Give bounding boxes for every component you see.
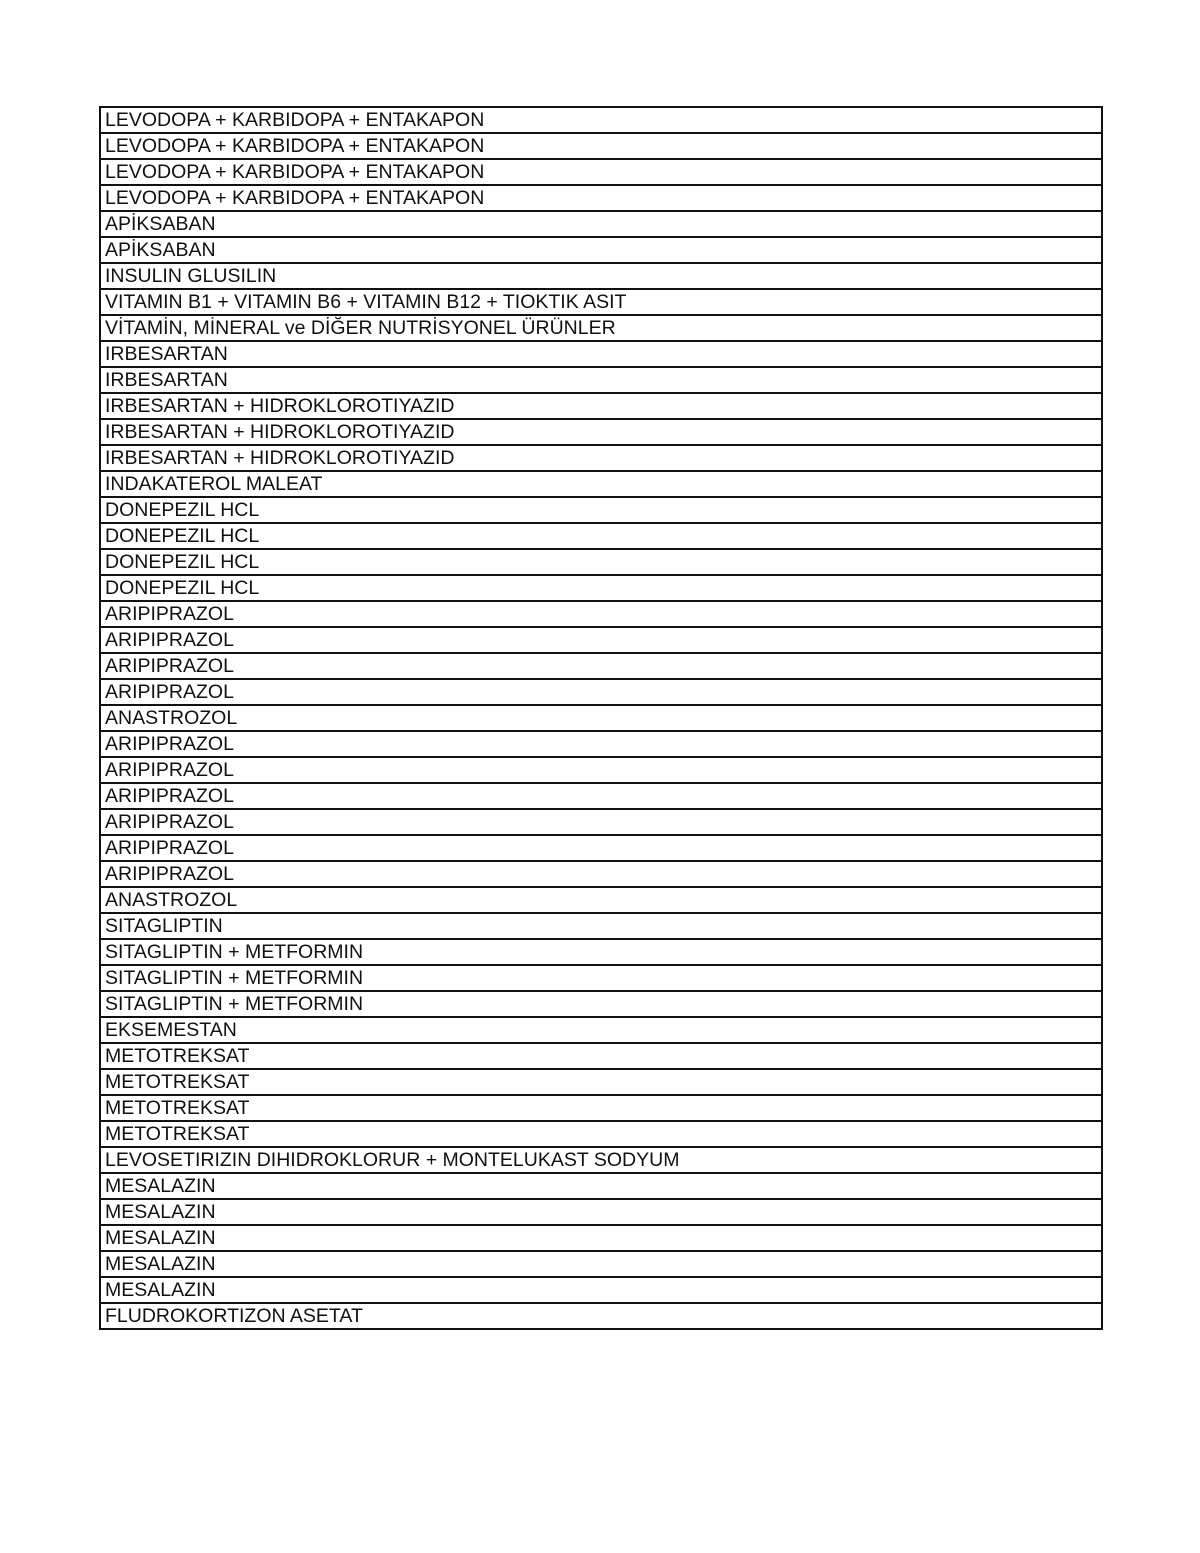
- drug-name-cell: INSULIN GLUSILIN: [100, 263, 1102, 289]
- table-row: [100, 289, 1102, 315]
- drug-name-cell: ARIPIPRAZOL: [100, 601, 1102, 627]
- table-row: [100, 315, 1102, 341]
- table-row: [100, 1277, 1102, 1303]
- drug-name-cell: ARIPIPRAZOL: [100, 679, 1102, 705]
- table-row: [100, 497, 1102, 523]
- table-row: [100, 861, 1102, 887]
- table-row: [100, 1303, 1102, 1329]
- drug-name-cell: ARIPIPRAZOL: [100, 861, 1102, 887]
- table-row: [100, 159, 1102, 185]
- table-row: [100, 809, 1102, 835]
- drug-name-cell: LEVODOPA + KARBIDOPA + ENTAKAPON: [100, 185, 1102, 211]
- table-row: [100, 211, 1102, 237]
- drug-name-cell: EKSEMESTAN: [100, 1017, 1102, 1043]
- table-row: [100, 835, 1102, 861]
- table-row: [100, 263, 1102, 289]
- table-row: [100, 757, 1102, 783]
- table-row: [100, 107, 1102, 133]
- table-row: [100, 731, 1102, 757]
- drug-name-cell: MESALAZIN: [100, 1277, 1102, 1303]
- table-row: [100, 523, 1102, 549]
- table-row: [100, 783, 1102, 809]
- table-row: [100, 1225, 1102, 1251]
- drug-name-cell: MESALAZIN: [100, 1225, 1102, 1251]
- drug-name-cell: METOTREKSAT: [100, 1095, 1102, 1121]
- drug-name-cell: METOTREKSAT: [100, 1121, 1102, 1147]
- table-row: [100, 653, 1102, 679]
- drug-name-cell: METOTREKSAT: [100, 1043, 1102, 1069]
- table-row: [100, 965, 1102, 991]
- table-row: [100, 471, 1102, 497]
- drug-name-cell: ARIPIPRAZOL: [100, 757, 1102, 783]
- table-row: [100, 1069, 1102, 1095]
- drug-name-cell: ANASTROZOL: [100, 887, 1102, 913]
- table-row: [100, 185, 1102, 211]
- drug-name-cell: INDAKATEROL MALEAT: [100, 471, 1102, 497]
- drug-name-cell: ARIPIPRAZOL: [100, 835, 1102, 861]
- drug-name-cell: ARIPIPRAZOL: [100, 653, 1102, 679]
- drug-name-cell: SITAGLIPTIN + METFORMIN: [100, 939, 1102, 965]
- table-row: [100, 341, 1102, 367]
- table-row: [100, 1147, 1102, 1173]
- drug-name-cell: ARIPIPRAZOL: [100, 783, 1102, 809]
- drug-name-cell: IRBESARTAN + HIDROKLOROTIYAZID: [100, 419, 1102, 445]
- drug-name-cell: LEVODOPA + KARBIDOPA + ENTAKAPON: [100, 133, 1102, 159]
- drug-name-cell: MESALAZIN: [100, 1173, 1102, 1199]
- drug-table: [99, 106, 1103, 1330]
- table-row: [100, 1251, 1102, 1277]
- drug-name-cell: MESALAZIN: [100, 1199, 1102, 1225]
- drug-name-cell: METOTREKSAT: [100, 1069, 1102, 1095]
- table-row: [100, 913, 1102, 939]
- table-row: [100, 601, 1102, 627]
- drug-name-cell: DONEPEZIL HCL: [100, 549, 1102, 575]
- table-row: [100, 887, 1102, 913]
- table-row: [100, 549, 1102, 575]
- table-row: [100, 237, 1102, 263]
- table-row: [100, 1017, 1102, 1043]
- drug-name-cell: SITAGLIPTIN + METFORMIN: [100, 991, 1102, 1017]
- table-row: [100, 393, 1102, 419]
- drug-table-body: [100, 107, 1102, 1329]
- drug-name-cell: DONEPEZIL HCL: [100, 575, 1102, 601]
- drug-name-cell: VITAMIN B1 + VITAMIN B6 + VITAMIN B12 + TIOKTIK ASIT: [100, 289, 1102, 315]
- drug-name-cell: IRBESARTAN + HIDROKLOROTIYAZID: [100, 393, 1102, 419]
- drug-name-cell: FLUDROKORTIZON ASETAT: [100, 1303, 1102, 1329]
- table-row: [100, 575, 1102, 601]
- drug-name-cell: DONEPEZIL HCL: [100, 523, 1102, 549]
- table-row: [100, 1043, 1102, 1069]
- drug-name-cell: LEVOSETIRIZIN DIHIDROKLORUR + MONTELUKAST SODYUM: [100, 1147, 1102, 1173]
- drug-name-cell: ARIPIPRAZOL: [100, 627, 1102, 653]
- table-row: [100, 679, 1102, 705]
- table-row: [100, 1199, 1102, 1225]
- table-row: [100, 419, 1102, 445]
- drug-name-cell: IRBESARTAN: [100, 341, 1102, 367]
- table-row: [100, 367, 1102, 393]
- drug-name-cell: LEVODOPA + KARBIDOPA + ENTAKAPON: [100, 159, 1102, 185]
- drug-name-cell: ANASTROZOL: [100, 705, 1102, 731]
- drug-name-cell: IRBESARTAN: [100, 367, 1102, 393]
- table-row: [100, 705, 1102, 731]
- drug-name-cell: LEVODOPA + KARBIDOPA + ENTAKAPON: [100, 107, 1102, 133]
- drug-name-cell: DONEPEZIL HCL: [100, 497, 1102, 523]
- drug-name-cell: VİTAMİN, MİNERAL ve DİĞER NUTRİSYONEL ÜRÜNLER: [100, 315, 1102, 341]
- table-row: [100, 445, 1102, 471]
- drug-name-cell: MESALAZIN: [100, 1251, 1102, 1277]
- table-row: [100, 991, 1102, 1017]
- table-row: [100, 1095, 1102, 1121]
- table-row: [100, 1121, 1102, 1147]
- table-row: [100, 627, 1102, 653]
- drug-name-cell: APİKSABAN: [100, 211, 1102, 237]
- table-row: [100, 1173, 1102, 1199]
- drug-name-cell: APİKSABAN: [100, 237, 1102, 263]
- table-row: [100, 939, 1102, 965]
- drug-name-cell: SITAGLIPTIN + METFORMIN: [100, 965, 1102, 991]
- drug-name-cell: SITAGLIPTIN: [100, 913, 1102, 939]
- drug-name-cell: ARIPIPRAZOL: [100, 809, 1102, 835]
- table-row: [100, 133, 1102, 159]
- drug-name-cell: IRBESARTAN + HIDROKLOROTIYAZID: [100, 445, 1102, 471]
- drug-name-cell: ARIPIPRAZOL: [100, 731, 1102, 757]
